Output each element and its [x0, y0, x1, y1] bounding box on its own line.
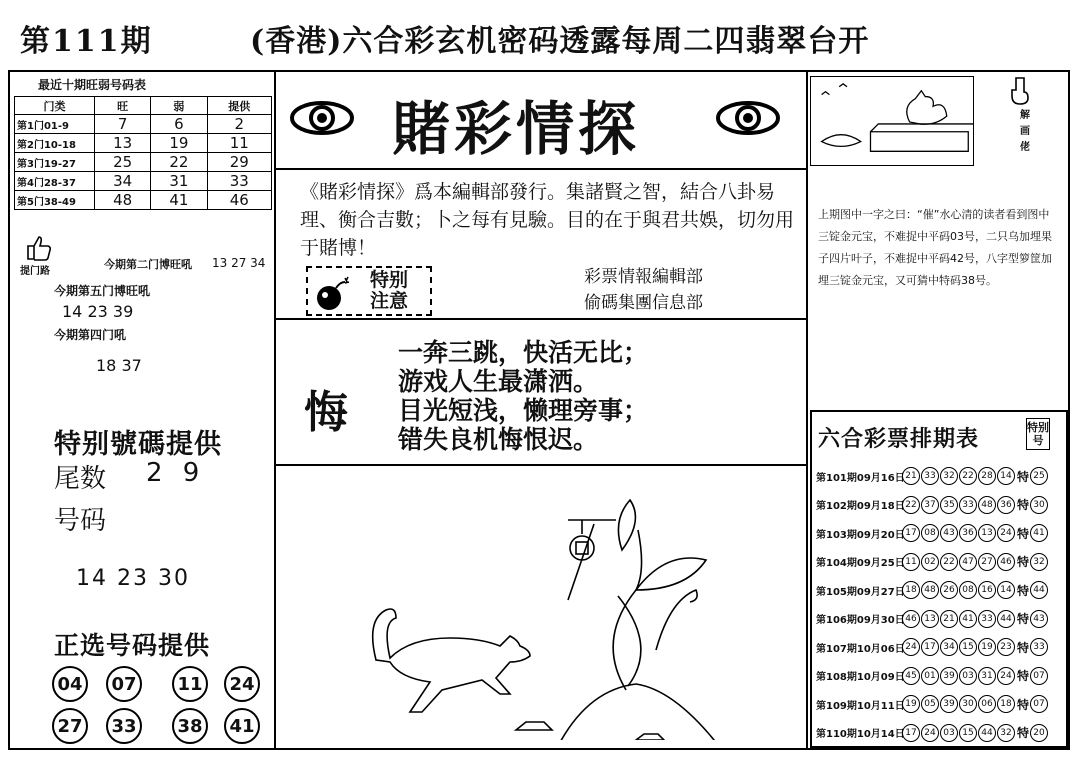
- schedule-row: [816, 550, 1049, 574]
- schedule-row: [816, 692, 1049, 716]
- draw-date: 第106期09月30日: [816, 615, 905, 626]
- offer-cell: 33: [207, 172, 271, 191]
- pick-ball: 07: [106, 666, 142, 702]
- draw-ball: 21: [940, 610, 958, 628]
- draw-ball: 19: [978, 638, 996, 656]
- draw-ball: 17: [902, 724, 920, 742]
- poem-keyword: 悔: [304, 387, 348, 438]
- draw-ball: 34: [940, 638, 958, 656]
- bomb-icon: [314, 276, 352, 312]
- intro-text: 《賭彩情探》爲本編輯部發行。集諸賢之智，結合八卦易理、衡合吉數；卜之每有見驗。目的在于與君共娛，切勿用于賭博！: [300, 181, 795, 259]
- pick-ball: 27: [52, 708, 88, 744]
- draw-date: 第101期09月16日: [816, 472, 905, 484]
- draw-ball: 45: [902, 667, 920, 685]
- table-row: [15, 172, 272, 191]
- schedule-row: [816, 721, 1049, 745]
- special-badge: 特别号: [1026, 418, 1050, 450]
- pointing-hand-icon: [1008, 76, 1032, 106]
- middle-column: [276, 70, 808, 750]
- schedule-title: 六合彩票排期表: [818, 426, 980, 452]
- draw-ball: 02: [921, 553, 939, 571]
- cold-cell: 41: [151, 191, 207, 210]
- poem-line: 错失良机悔恨迟。: [398, 425, 599, 454]
- row-label: 第1门01-9: [15, 115, 95, 134]
- draw-ball: 39: [940, 667, 958, 685]
- draw-ball: 32: [940, 467, 958, 485]
- draw-ball: 13: [921, 610, 939, 628]
- draw-ball: 26: [940, 581, 958, 599]
- special-marker: 特: [1017, 612, 1030, 626]
- offer-cell: 2: [207, 115, 271, 134]
- draw-ball: 35: [940, 496, 958, 514]
- draw-ball: 22: [940, 553, 958, 571]
- table-row: [15, 153, 272, 172]
- draw-ball: 19: [902, 695, 920, 713]
- code-numbers: 14 23 30: [76, 566, 190, 591]
- draw-ball: 14: [997, 467, 1015, 485]
- draw-ball: 47: [959, 553, 977, 571]
- draw-ball: 43: [940, 524, 958, 542]
- schedule-row: [816, 664, 1049, 688]
- schedule-row: [816, 493, 1049, 517]
- draw-ball: 36: [959, 524, 977, 542]
- draw-ball: 32: [997, 724, 1015, 742]
- department-1: 彩票情報編輯部: [584, 267, 703, 287]
- rooster-illustration: [810, 76, 974, 166]
- draw-ball: 23: [997, 638, 1015, 656]
- draw-ball: 31: [978, 667, 996, 685]
- draw-ball: 11: [902, 553, 920, 571]
- cold-cell: 6: [151, 115, 207, 134]
- right-column: [808, 70, 1070, 750]
- draw-ball: 24: [921, 724, 939, 742]
- draw-ball: 03: [940, 724, 958, 742]
- code-label: 号码: [54, 506, 107, 536]
- hot-cell: 13: [95, 134, 151, 153]
- riddle-illustration: [336, 490, 796, 740]
- draw-ball: 08: [921, 524, 939, 542]
- tail-label: 尾数: [54, 464, 107, 494]
- draw-ball: 48: [978, 496, 996, 514]
- draw-ball: 27: [978, 553, 996, 571]
- special-ball: 32: [1030, 553, 1048, 571]
- poem: [398, 338, 648, 454]
- schedule-row: [816, 578, 1049, 602]
- draw-date: 第109期10月11日: [816, 700, 905, 712]
- special-ball: 44: [1030, 581, 1048, 599]
- header: [10, 8, 1070, 64]
- draw-date: 第108期10月09日: [816, 672, 905, 683]
- special-marker: 特: [1017, 726, 1030, 740]
- special-marker: 特: [1017, 583, 1030, 598]
- draw-ball: 24: [997, 667, 1015, 685]
- draw-ball: 21: [902, 467, 920, 485]
- schedule-row: [816, 635, 1049, 659]
- special-ball: 07: [1030, 695, 1048, 713]
- draw-ball: 06: [978, 695, 996, 713]
- pick-ball: 41: [224, 708, 260, 744]
- draw-ball: 44: [997, 610, 1015, 628]
- ingot-icon: [516, 722, 552, 730]
- special-marker: 特: [1017, 469, 1030, 484]
- hot-cell: 25: [95, 153, 151, 172]
- pick-ball: 38: [172, 708, 208, 744]
- special-title: 特别號碼提供: [54, 429, 222, 460]
- draw-ball: 46: [997, 553, 1015, 571]
- offer-cell: 29: [207, 153, 271, 172]
- tip-gate2: 今期第二门博旺吼: [104, 258, 192, 271]
- tail-numbers: 2 9: [146, 458, 206, 488]
- draw-ball: 18: [902, 581, 920, 599]
- draw-date: 第107期10月06日: [816, 643, 905, 655]
- hot-cell: 34: [95, 172, 151, 191]
- col-category: 门类: [15, 97, 95, 115]
- schedule-table: [810, 410, 1068, 748]
- masthead: [276, 70, 808, 170]
- special-ball: 33: [1030, 638, 1048, 656]
- notice-box: [306, 266, 432, 316]
- draw-ball: 22: [902, 496, 920, 514]
- poem-line: 一奔三跳，快活无比；: [398, 338, 649, 367]
- draw-ball: 17: [902, 524, 920, 542]
- hot-cell: 7: [95, 115, 151, 134]
- department-2: 偷碼集團信息部: [584, 293, 703, 313]
- cold-cell: 31: [151, 172, 207, 191]
- left-column: [8, 70, 276, 750]
- hint-label: 解画佬: [1020, 110, 1030, 153]
- poem-line: 游戏人生最潇洒。: [398, 367, 599, 396]
- table-row: [15, 191, 272, 210]
- col-cold: 弱: [151, 97, 207, 115]
- draw-ball: 18: [997, 695, 1015, 713]
- special-ball: 07: [1030, 667, 1048, 685]
- row-label: 第3门19-27: [15, 153, 95, 172]
- page-title: (香港)六合彩玄机密码透露每周二四翡翠台开: [250, 24, 870, 59]
- tip-gate2-nums: 13 27 34: [212, 256, 266, 270]
- special-marker: 特: [1017, 640, 1030, 655]
- pick-ball: 04: [52, 666, 88, 702]
- stats-table: [14, 96, 272, 210]
- draw-ball: 46: [902, 610, 920, 628]
- row-label: 第4门28-37: [15, 172, 95, 191]
- draw-ball: 36: [997, 496, 1015, 514]
- draw-ball: 30: [959, 695, 977, 713]
- special-ball: 25: [1030, 467, 1048, 485]
- pick-ball: 11: [172, 666, 208, 702]
- draw-ball: 13: [978, 524, 996, 542]
- draw-ball: 33: [978, 610, 996, 628]
- special-marker: 特: [1017, 526, 1030, 541]
- eye-icon: [290, 98, 354, 138]
- draw-ball: 44: [978, 724, 996, 742]
- draw-ball: 37: [921, 496, 939, 514]
- special-marker: 特: [1017, 669, 1030, 683]
- tip-gate5: 今期第五门博旺吼: [54, 284, 151, 298]
- draw-ball: 17: [921, 638, 939, 656]
- draw-date: 第102期09月18日: [816, 501, 905, 512]
- draw-ball: 01: [921, 667, 939, 685]
- stats-header-row: [15, 97, 272, 115]
- schedule-row: [816, 464, 1049, 488]
- cold-cell: 19: [151, 134, 207, 153]
- poem-line: 目光短浅，懒理旁事；: [398, 396, 649, 425]
- tip-gate4: 今期第四门吼: [54, 328, 127, 342]
- notice-text: 特别注意: [370, 269, 409, 312]
- row-label: 第5门38-49: [15, 191, 95, 210]
- col-offer: 提供: [207, 97, 271, 115]
- row-label: 第2门10-18: [15, 134, 95, 153]
- cat-illustration: [373, 609, 530, 712]
- draw-ball: 39: [940, 695, 958, 713]
- schedule-row: [816, 521, 1049, 545]
- draw-ball: 08: [959, 581, 977, 599]
- draw-date: 第104期09月25日: [816, 558, 905, 569]
- special-ball: 20: [1030, 724, 1048, 742]
- draw-date: 第105期09月27日: [816, 586, 905, 598]
- ingot-icon: [636, 734, 664, 740]
- cold-cell: 22: [151, 153, 207, 172]
- draw-ball: 03: [959, 667, 977, 685]
- offer-cell: 11: [207, 134, 271, 153]
- tip-gate5-nums: 14 23 39: [62, 302, 134, 321]
- poem-section: [276, 318, 808, 466]
- draw-ball: 15: [959, 638, 977, 656]
- eye-icon: [716, 98, 780, 138]
- tip-gate4-nums: 18 37: [96, 356, 142, 375]
- tips-label: 提门路: [20, 266, 50, 277]
- special-ball: 43: [1030, 610, 1048, 628]
- special-marker: 特: [1017, 697, 1030, 712]
- draw-ball: 05: [921, 695, 939, 713]
- stats-title: 最近十期旺弱号码表: [38, 78, 147, 92]
- draw-date: 第110期10月14日: [816, 729, 905, 740]
- draw-ball: 22: [959, 467, 977, 485]
- special-ball: 30: [1030, 496, 1048, 514]
- schedule-row: [816, 607, 1049, 631]
- draw-date: 第103期09月20日: [816, 529, 905, 541]
- picks-title: 正选号码提供: [54, 631, 211, 660]
- pick-ball: 24: [224, 666, 260, 702]
- offer-cell: 46: [207, 191, 271, 210]
- draw-ball: 24: [902, 638, 920, 656]
- hot-cell: 48: [95, 191, 151, 210]
- table-row: [15, 115, 272, 134]
- draw-ball: 41: [959, 610, 977, 628]
- riddle-text: 上期图中一字之曰：“催”水心清的读者看到图中三锭金元宝，不难捉中平码03号，二只乌加埋果子四片叶子，不难捉中平码42号，八字型箩筐加埋三锭金元宝，又可猜中特码38号。: [818, 208, 1052, 287]
- draw-ball: 16: [978, 581, 996, 599]
- pick-ball: 33: [106, 708, 142, 744]
- thumbs-up-icon: [24, 232, 54, 262]
- masthead-title: 賭彩情探: [392, 95, 641, 163]
- special-marker: 特: [1017, 498, 1030, 512]
- special-ball: 41: [1030, 524, 1048, 542]
- draw-ball: 28: [978, 467, 996, 485]
- issue-number: 第111期: [20, 24, 153, 59]
- draw-ball: 14: [997, 581, 1015, 599]
- draw-ball: 33: [921, 467, 939, 485]
- col-hot: 旺: [95, 97, 151, 115]
- draw-ball: 15: [959, 724, 977, 742]
- table-row: [15, 134, 272, 153]
- draw-ball: 24: [997, 524, 1015, 542]
- special-marker: 特: [1017, 555, 1030, 569]
- draw-ball: 48: [921, 581, 939, 599]
- draw-ball: 33: [959, 496, 977, 514]
